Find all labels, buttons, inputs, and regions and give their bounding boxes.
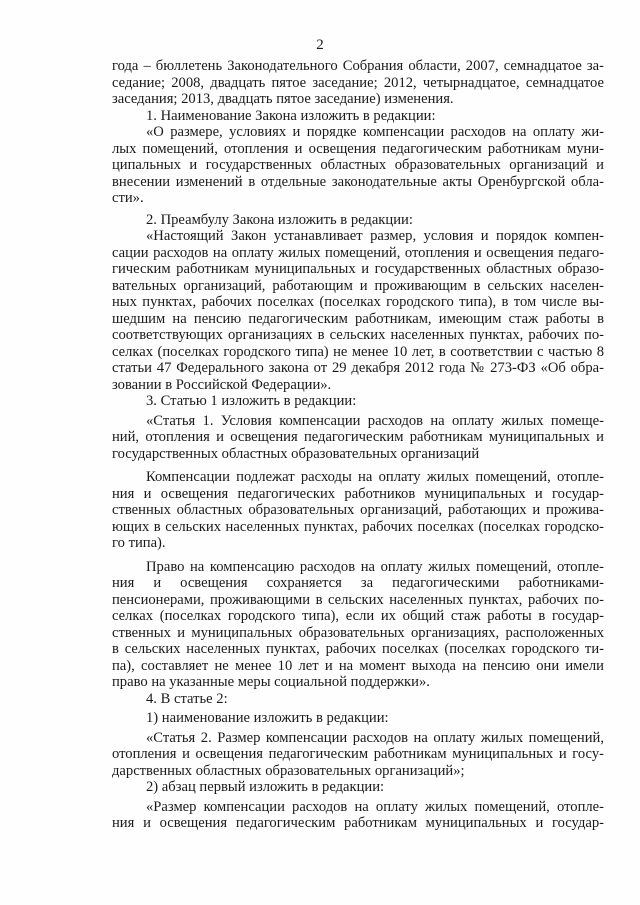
text-line: в сельских населенных пунктах, рабочих поселках (поселках городского ти-: [112, 641, 604, 657]
text-line: статьи 47 Федерального закона от 29 декабря 2012 года № 273-ФЗ «Об обра-: [112, 360, 604, 376]
text-line: ния и освещения педагогических работников муниципальных и государ-: [112, 485, 604, 502]
text-line: вательных организаций, работающим и проживающим в сельских населен-: [112, 277, 604, 294]
text-line: «О размере, условиях и порядке компенсации расходов на оплату жи-: [146, 124, 604, 140]
text-line: внесении изменений в отдельные законодательные акты Оренбургской обла-: [112, 173, 604, 190]
text-line: 2) абзац первый изложить в редакции:: [146, 779, 385, 795]
text-line: право на указанные меры социальной поддержки».: [112, 674, 430, 690]
text-line: заседания; 2013, двадцать пятое заседание) изменения.: [112, 91, 454, 107]
text-line: Право на компенсацию расходов на оплату жилых помещений, отопле-: [146, 558, 604, 575]
text-line: ний, отопления и освещения педагогическим работникам муниципальных и: [112, 429, 604, 445]
text-line: шедшим на пенсию педагогическим работникам, имеющим стаж работы в: [112, 310, 604, 327]
text-line: сти».: [112, 190, 144, 206]
text-line: ственных и муниципальных образовательных организациях, расположенных: [112, 624, 604, 641]
text-line: пенсионерами, проживающими в сельских населенных пунктах, рабочих по-: [112, 591, 604, 608]
text-line: ственных областных образовательных организаций, работающих и прожива-: [112, 502, 604, 518]
text-line: дарственных областных образовательных организаций»;: [112, 762, 465, 779]
text-line: «Настоящий Закон устанавливает размер, условия и порядок компен-: [146, 228, 604, 244]
text-line: отопления и освещения педагогическим работникам муниципальных и госу-: [112, 746, 604, 762]
text-line: селках (поселках городского типа), если их общий стаж работы в государ-: [112, 608, 604, 624]
text-line: 4. В статье 2:: [146, 690, 228, 707]
text-line: «Статья 1. Условия компенсации расходов на оплату жилых помеще-: [146, 412, 604, 429]
text-line: гическим работникам муниципальных и государственных областных образо-: [112, 261, 604, 277]
text-line: ния и освещения педагогическим работникам муниципальных и государ-: [112, 815, 604, 831]
text-line: ния и освещения сохраняется за педагогическими работниками-: [112, 575, 604, 591]
text-line: 1) наименование изложить в редакции:: [146, 710, 389, 726]
text-line: ципальных и государственных областных образовательных организаций и: [112, 157, 604, 173]
text-line: года – бюллетень Законодательного Собрания области, 2007, семнадцатое за-: [112, 58, 604, 74]
text-line: лых помещений, отопления и освещения педагогическим работникам муни-: [112, 140, 604, 157]
text-line: Компенсации подлежат расходы на оплату жилых помещений, отопле-: [146, 469, 604, 485]
text-line: сации расходов на оплату жилых помещений, отопления и освещения педаго-: [112, 244, 604, 261]
text-line: ных пунктах, рабочих поселках (поселках городского типа), в том числе вы-: [112, 294, 604, 310]
text-line: государственных областных образовательных организаций: [112, 445, 480, 462]
text-line: 1. Наименование Закона изложить в редакции:: [146, 107, 436, 124]
text-line: «Размер компенсации расходов на оплату жилых помещений, отопле-: [146, 798, 604, 815]
text-line: зовании в Российской Федерации».: [112, 376, 332, 393]
text-line: ющих в сельских населенных пунктах, рабочих поселках (поселках городско-: [112, 518, 604, 535]
text-line: го типа).: [112, 535, 166, 551]
text-line: па), составляет не менее 10 лет и на момент выхода на пенсию они имели: [112, 657, 604, 674]
text-line: селках (поселках городского типа) не менее 10 лет, в соответствии с частью 8: [112, 343, 604, 360]
text-line: «Статья 2. Размер компенсации расходов на оплату жилых помещений,: [146, 729, 604, 746]
page-number: 2: [316, 37, 324, 53]
document-body: [112, 58, 604, 832]
text-line: соответствующих организациях в сельских населенных пунктах, рабочих по-: [112, 327, 604, 343]
text-line: седание; 2008, двадцать пятое заседание; 2012, четырнадцатое, семнадцатое: [112, 74, 604, 91]
text-line: 3. Статью 1 изложить в редакции:: [146, 393, 357, 409]
text-line: 2. Преамбулу Закона изложить в редакции:: [146, 211, 413, 228]
